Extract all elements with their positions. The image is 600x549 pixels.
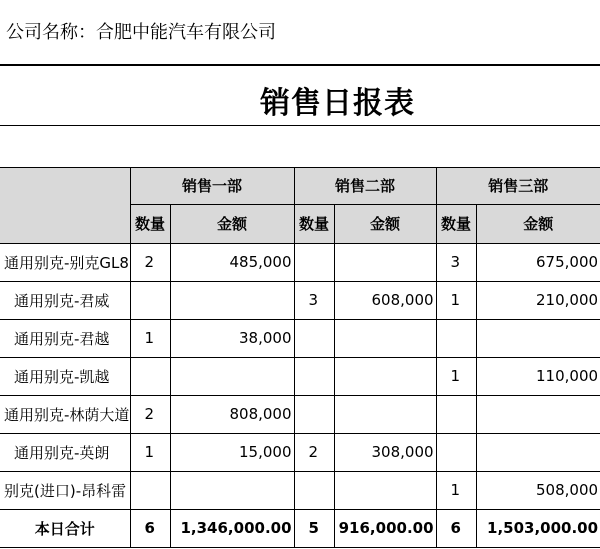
qty-cell[interactable] — [130, 471, 170, 509]
qty-header[interactable]: 数量 — [294, 204, 334, 243]
qty-cell[interactable] — [130, 281, 170, 319]
amount-header[interactable]: 金额 — [334, 204, 436, 243]
amount-cell[interactable]: 308,000 — [334, 433, 436, 471]
qty-cell[interactable]: 2 — [130, 395, 170, 433]
amount-cell[interactable]: 608,000 — [334, 281, 436, 319]
product-cell[interactable]: 通用别克-君越 — [0, 319, 130, 357]
product-cell[interactable]: 通用别克-别克GL8 — [0, 243, 130, 281]
amount-cell[interactable] — [476, 433, 600, 471]
qty-header[interactable]: 数量 — [130, 204, 170, 243]
amount-cell[interactable]: 38,000 — [170, 319, 294, 357]
total-row — [0, 509, 600, 547]
qty-cell[interactable]: 2 — [130, 243, 170, 281]
amount-cell[interactable]: 675,000 — [476, 243, 600, 281]
product-header-cell[interactable] — [0, 168, 130, 243]
total-qty-cell[interactable]: 5 — [294, 509, 334, 547]
company-name: 公司名称：合肥中能汽车有限公司 — [0, 0, 600, 66]
qty-cell[interactable]: 1 — [130, 319, 170, 357]
qty-cell[interactable]: 1 — [436, 471, 476, 509]
blank-row — [0, 126, 600, 168]
product-cell[interactable]: 通用别克-英朗 — [0, 433, 130, 471]
product-cell[interactable]: 通用别克-凯越 — [0, 357, 130, 395]
product-cell[interactable]: 通用别克-君威 — [0, 281, 130, 319]
total-qty-cell[interactable]: 6 — [130, 509, 170, 547]
qty-cell[interactable]: 3 — [294, 281, 334, 319]
table-row — [0, 281, 600, 319]
amount-header[interactable]: 金额 — [170, 204, 294, 243]
total-qty-cell[interactable]: 6 — [436, 509, 476, 547]
dept-header[interactable]: 销售二部 — [294, 168, 436, 204]
table-row — [0, 319, 600, 357]
table-row — [0, 243, 600, 281]
amount-cell[interactable] — [334, 395, 436, 433]
table-row — [0, 433, 600, 471]
amount-cell[interactable]: 110,000 — [476, 357, 600, 395]
amount-header[interactable]: 金额 — [476, 204, 600, 243]
qty-cell[interactable] — [436, 319, 476, 357]
product-cell[interactable]: 通用别克-林荫大道 — [0, 395, 130, 433]
sales-table — [0, 168, 600, 548]
total-label[interactable]: 本日合计 — [0, 509, 130, 547]
product-cell[interactable]: 别克(进口)-昂科雷 — [0, 471, 130, 509]
total-amount-cell[interactable]: 916,000.00 — [334, 509, 436, 547]
report-title: 销售日报表 — [260, 86, 415, 121]
amount-cell[interactable] — [476, 395, 600, 433]
amount-cell[interactable]: 210,000 — [476, 281, 600, 319]
qty-cell[interactable] — [436, 433, 476, 471]
amount-cell[interactable] — [334, 357, 436, 395]
amount-cell[interactable]: 15,000 — [170, 433, 294, 471]
qty-cell[interactable]: 1 — [436, 281, 476, 319]
amount-cell[interactable]: 808,000 — [170, 395, 294, 433]
qty-cell[interactable]: 1 — [436, 357, 476, 395]
qty-cell[interactable] — [436, 395, 476, 433]
amount-cell[interactable]: 485,000 — [170, 243, 294, 281]
header-row-departments — [0, 168, 600, 204]
table-row — [0, 357, 600, 395]
amount-cell[interactable] — [334, 471, 436, 509]
total-amount-cell[interactable]: 1,346,000.00 — [170, 509, 294, 547]
qty-cell[interactable] — [294, 395, 334, 433]
amount-cell[interactable]: 508,000 — [476, 471, 600, 509]
amount-cell[interactable] — [170, 357, 294, 395]
qty-cell[interactable]: 1 — [130, 433, 170, 471]
qty-header[interactable]: 数量 — [436, 204, 476, 243]
amount-cell[interactable] — [334, 319, 436, 357]
qty-cell[interactable]: 3 — [436, 243, 476, 281]
report-title-row — [0, 68, 600, 126]
amount-cell[interactable] — [476, 319, 600, 357]
table-row — [0, 395, 600, 433]
qty-cell[interactable] — [294, 357, 334, 395]
qty-cell[interactable] — [294, 471, 334, 509]
qty-cell[interactable]: 2 — [294, 433, 334, 471]
dept-header[interactable]: 销售三部 — [436, 168, 600, 204]
qty-cell[interactable] — [294, 319, 334, 357]
total-amount-cell[interactable]: 1,503,000.00 — [476, 509, 600, 547]
qty-cell[interactable] — [294, 243, 334, 281]
table-row — [0, 471, 600, 509]
dept-header[interactable]: 销售一部 — [130, 168, 294, 204]
amount-cell[interactable] — [170, 471, 294, 509]
qty-cell[interactable] — [130, 357, 170, 395]
amount-cell[interactable] — [170, 281, 294, 319]
amount-cell[interactable] — [334, 243, 436, 281]
